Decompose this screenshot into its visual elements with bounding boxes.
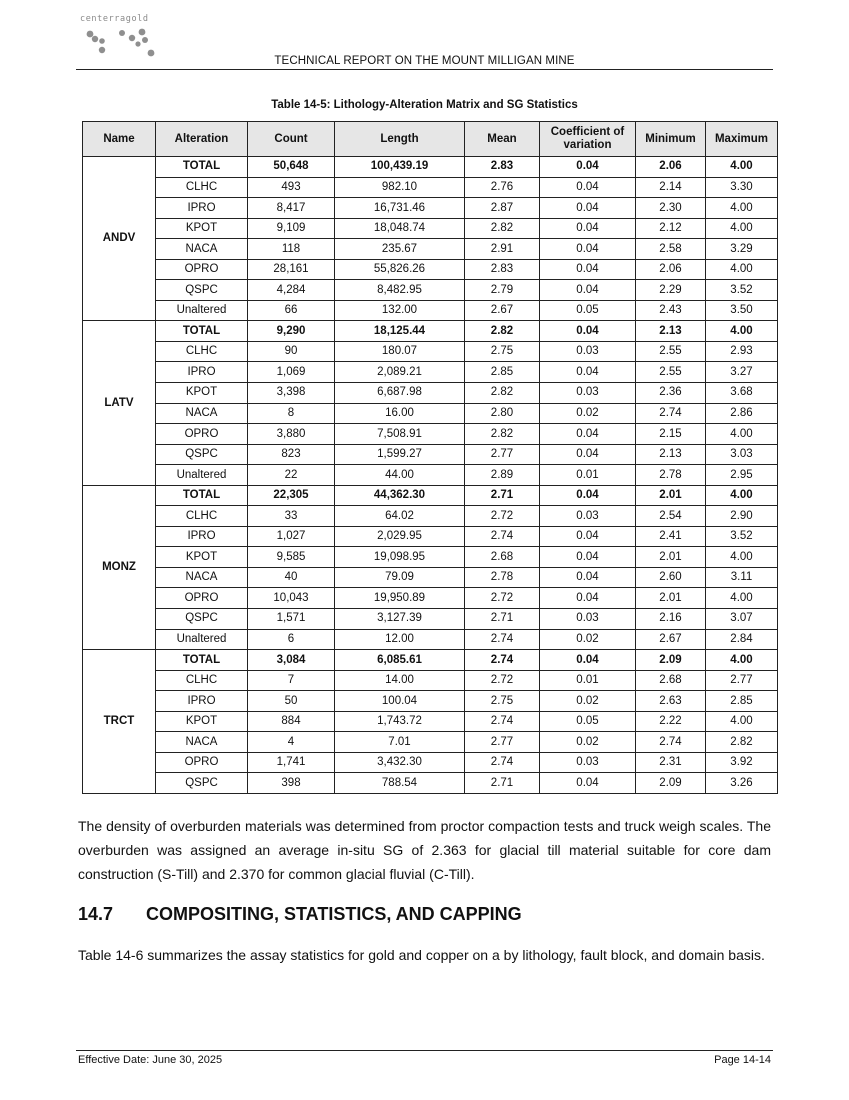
- table-cell: 4: [248, 732, 335, 753]
- table-cell: 44,362.30: [335, 485, 465, 506]
- table-cell: 0.04: [540, 650, 636, 671]
- table-row: [83, 362, 778, 383]
- table-cell: 3,398: [248, 383, 335, 404]
- table-cell: 2.82: [465, 321, 540, 342]
- table-cell: 7: [248, 670, 335, 691]
- table-row: [83, 198, 778, 219]
- column-header: Coefficient of variation: [540, 122, 636, 157]
- table-cell: 2,089.21: [335, 362, 465, 383]
- table-cell: 2.74: [465, 711, 540, 732]
- table-cell: 0.04: [540, 280, 636, 301]
- table-cell: 0.04: [540, 485, 636, 506]
- table-cell: 4.00: [706, 259, 778, 280]
- table-cell: 4.00: [706, 321, 778, 342]
- table-cell: 1,743.72: [335, 711, 465, 732]
- table-row: [83, 506, 778, 527]
- table-cell: 2.14: [636, 177, 706, 198]
- table-cell: 3,084: [248, 650, 335, 671]
- table-cell: 22,305: [248, 485, 335, 506]
- table-cell: 0.04: [540, 239, 636, 260]
- table-cell: 180.07: [335, 341, 465, 362]
- table-cell: 0.03: [540, 341, 636, 362]
- table-total-row: [83, 157, 778, 178]
- table-row: [83, 711, 778, 732]
- table-cell: 1,069: [248, 362, 335, 383]
- table-cell: IPRO: [156, 198, 248, 219]
- table-row: [83, 280, 778, 301]
- table-cell: 2.68: [465, 547, 540, 568]
- table-cell: 66: [248, 300, 335, 321]
- table-cell: 0.04: [540, 567, 636, 588]
- table-row: [83, 752, 778, 773]
- column-header: Name: [83, 122, 156, 157]
- table-cell: 1,599.27: [335, 444, 465, 465]
- table-cell: 19,950.89: [335, 588, 465, 609]
- table-cell: 3.27: [706, 362, 778, 383]
- table-cell: 0.03: [540, 506, 636, 527]
- table-cell: 3.11: [706, 567, 778, 588]
- table-cell: 0.04: [540, 259, 636, 280]
- table-cell: 2.30: [636, 198, 706, 219]
- table-cell: 50: [248, 691, 335, 712]
- table-cell: 55,826.26: [335, 259, 465, 280]
- table-cell: 9,109: [248, 218, 335, 239]
- table-cell: 2.90: [706, 506, 778, 527]
- table-cell: 16,731.46: [335, 198, 465, 219]
- table-cell: 132.00: [335, 300, 465, 321]
- table-cell: 0.02: [540, 403, 636, 424]
- table-cell: Unaltered: [156, 300, 248, 321]
- table-cell: QSPC: [156, 773, 248, 794]
- table-cell: KPOT: [156, 711, 248, 732]
- table-cell: 2.06: [636, 157, 706, 178]
- table-cell: 2.80: [465, 403, 540, 424]
- table-cell: 2.74: [465, 650, 540, 671]
- table-cell: TOTAL: [156, 650, 248, 671]
- table-row: [83, 177, 778, 198]
- table-cell: 100.04: [335, 691, 465, 712]
- table-cell: 2.74: [636, 403, 706, 424]
- report-title: TECHNICAL REPORT ON THE MOUNT MILLIGAN MINE: [274, 55, 575, 67]
- table-cell: CLHC: [156, 506, 248, 527]
- table-cell: 2.29: [636, 280, 706, 301]
- table-cell: 2.75: [465, 341, 540, 362]
- table-cell: 2.09: [636, 773, 706, 794]
- table-cell: 4.00: [706, 711, 778, 732]
- table-cell: TOTAL: [156, 321, 248, 342]
- table-cell: 2.78: [465, 567, 540, 588]
- table-cell: 2.60: [636, 567, 706, 588]
- table-cell: 884: [248, 711, 335, 732]
- table-cell: 1,741: [248, 752, 335, 773]
- table-row: [83, 732, 778, 753]
- table-cell: 788.54: [335, 773, 465, 794]
- column-header: Minimum: [636, 122, 706, 157]
- table-cell: 6,687.98: [335, 383, 465, 404]
- table-cell: 2.77: [465, 732, 540, 753]
- table-cell: 2.71: [465, 609, 540, 630]
- table-row: [83, 239, 778, 260]
- table-cell: NACA: [156, 732, 248, 753]
- table-cell: 18,048.74: [335, 218, 465, 239]
- table-cell: 2.01: [636, 485, 706, 506]
- table-cell: 0.03: [540, 752, 636, 773]
- table-cell: 2.78: [636, 465, 706, 486]
- table-body: [83, 157, 778, 794]
- overburden-density-paragraph: The density of overburden materials was determined from proctor compaction tests and truck weigh scales. The overburden was assigned an average in-situ SG of 2.363 for glacial till material suitable for core dam construction (S-Till) and 2.370 for common glacial fluvial (C-Till).: [78, 818, 771, 882]
- table-cell: 8,482.95: [335, 280, 465, 301]
- table-cell: 398: [248, 773, 335, 794]
- table-cell: 2.82: [706, 732, 778, 753]
- table-cell: OPRO: [156, 752, 248, 773]
- table-row: [83, 259, 778, 280]
- table-cell: 2.84: [706, 629, 778, 650]
- table-row: [83, 670, 778, 691]
- table-cell: 44.00: [335, 465, 465, 486]
- table-cell: 2.15: [636, 424, 706, 445]
- table-cell: 22: [248, 465, 335, 486]
- table-cell: 0.01: [540, 670, 636, 691]
- table-cell: 0.03: [540, 609, 636, 630]
- table-cell: CLHC: [156, 670, 248, 691]
- table-cell: QSPC: [156, 280, 248, 301]
- table-cell: 2.31: [636, 752, 706, 773]
- table-cell: 493: [248, 177, 335, 198]
- table-cell: 90: [248, 341, 335, 362]
- table-cell: 2.79: [465, 280, 540, 301]
- table-cell: 3.52: [706, 280, 778, 301]
- table-cell: 2.82: [465, 424, 540, 445]
- table-cell: 0.04: [540, 526, 636, 547]
- table-cell: 16.00: [335, 403, 465, 424]
- lithology-name-cell: MONZ: [83, 485, 156, 649]
- table-row: [83, 691, 778, 712]
- table-cell: 3,880: [248, 424, 335, 445]
- section-heading: [78, 904, 522, 925]
- table-cell: 0.04: [540, 218, 636, 239]
- table-cell: OPRO: [156, 259, 248, 280]
- table-cell: 4.00: [706, 157, 778, 178]
- table-cell: 0.02: [540, 629, 636, 650]
- table-cell: 2.58: [636, 239, 706, 260]
- table-caption: Table 14-5: Lithology-Alteration Matrix and SG Statistics: [271, 99, 578, 111]
- table-cell: 2.75: [465, 691, 540, 712]
- table-cell: 0.04: [540, 424, 636, 445]
- table-cell: 1,027: [248, 526, 335, 547]
- table-cell: 4.00: [706, 485, 778, 506]
- table-cell: 8,417: [248, 198, 335, 219]
- table-cell: 2.01: [636, 547, 706, 568]
- table-cell: KPOT: [156, 547, 248, 568]
- column-header: Maximum: [706, 122, 778, 157]
- table-cell: 0.05: [540, 711, 636, 732]
- table-cell: 3,432.30: [335, 752, 465, 773]
- table-cell: 2.67: [465, 300, 540, 321]
- table-total-row: [83, 650, 778, 671]
- table-cell: 2.72: [465, 670, 540, 691]
- table-cell: 2.16: [636, 609, 706, 630]
- table-cell: 2.74: [636, 732, 706, 753]
- table-cell: 4.00: [706, 547, 778, 568]
- table-cell: 0.04: [540, 198, 636, 219]
- table-cell: CLHC: [156, 177, 248, 198]
- table-row: [83, 424, 778, 445]
- table-cell: TOTAL: [156, 157, 248, 178]
- table-cell: 4,284: [248, 280, 335, 301]
- table-total-row: [83, 485, 778, 506]
- table-cell: 2.36: [636, 383, 706, 404]
- table-cell: 2.85: [465, 362, 540, 383]
- table-cell: 9,290: [248, 321, 335, 342]
- table-cell: 0.03: [540, 383, 636, 404]
- table-cell: 0.04: [540, 321, 636, 342]
- table-cell: 4.00: [706, 424, 778, 445]
- table-cell: 235.67: [335, 239, 465, 260]
- table-cell: 18,125.44: [335, 321, 465, 342]
- table-cell: 64.02: [335, 506, 465, 527]
- table-cell: 2.91: [465, 239, 540, 260]
- table-cell: 12.00: [335, 629, 465, 650]
- table-row: [83, 773, 778, 794]
- table-row: [83, 383, 778, 404]
- table-cell: 0.04: [540, 588, 636, 609]
- table-cell: 3.07: [706, 609, 778, 630]
- table-row: [83, 403, 778, 424]
- table-cell: 0.04: [540, 547, 636, 568]
- column-header: Alteration: [156, 122, 248, 157]
- table-cell: 0.04: [540, 157, 636, 178]
- table-cell: 2.09: [636, 650, 706, 671]
- table-cell: 2.43: [636, 300, 706, 321]
- table-cell: 823: [248, 444, 335, 465]
- table-row: [83, 629, 778, 650]
- table-cell: QSPC: [156, 444, 248, 465]
- table-cell: 4.00: [706, 650, 778, 671]
- table-cell: 3,127.39: [335, 609, 465, 630]
- table-cell: Unaltered: [156, 465, 248, 486]
- table-cell: 3.30: [706, 177, 778, 198]
- table-cell: IPRO: [156, 691, 248, 712]
- table-cell: 0.02: [540, 732, 636, 753]
- table-row: [83, 609, 778, 630]
- lithology-alteration-table: [82, 121, 778, 794]
- table-cell: IPRO: [156, 526, 248, 547]
- table-cell: 28,161: [248, 259, 335, 280]
- table-cell: 2.13: [636, 321, 706, 342]
- table-cell: 0.05: [540, 300, 636, 321]
- table-total-row: [83, 321, 778, 342]
- table-cell: 2.22: [636, 711, 706, 732]
- table-cell: IPRO: [156, 362, 248, 383]
- table-cell: OPRO: [156, 424, 248, 445]
- table-cell: TOTAL: [156, 485, 248, 506]
- section-number: 14.7: [78, 904, 114, 924]
- table-row: [83, 341, 778, 362]
- table-cell: 4.00: [706, 218, 778, 239]
- logo-wordmark: centerragold: [80, 14, 149, 24]
- effective-date: Effective Date: June 30, 2025: [78, 1054, 223, 1066]
- table-cell: 3.26: [706, 773, 778, 794]
- table-cell: 2.77: [465, 444, 540, 465]
- table-cell: 2.55: [636, 362, 706, 383]
- table-cell: 2.67: [636, 629, 706, 650]
- table-cell: 100,439.19: [335, 157, 465, 178]
- table-cell: 14.00: [335, 670, 465, 691]
- table-cell: 2.82: [465, 218, 540, 239]
- table-row: [83, 526, 778, 547]
- table-cell: 2.74: [465, 752, 540, 773]
- table-cell: 40: [248, 567, 335, 588]
- page-number: Page 14-14: [714, 1054, 771, 1066]
- table-row: [83, 547, 778, 568]
- table-cell: 2,029.95: [335, 526, 465, 547]
- table-cell: NACA: [156, 567, 248, 588]
- lithology-name-cell: ANDV: [83, 157, 156, 321]
- table-cell: 2.83: [465, 157, 540, 178]
- table-cell: 2.85: [706, 691, 778, 712]
- header-divider: [76, 69, 773, 70]
- table-cell: 2.71: [465, 485, 540, 506]
- table-cell: NACA: [156, 403, 248, 424]
- table-cell: 3.29: [706, 239, 778, 260]
- table-cell: 2.87: [465, 198, 540, 219]
- table-cell: 2.01: [636, 588, 706, 609]
- table-cell: 6,085.61: [335, 650, 465, 671]
- table-cell: 2.72: [465, 506, 540, 527]
- table-cell: Unaltered: [156, 629, 248, 650]
- table-cell: KPOT: [156, 218, 248, 239]
- table-cell: CLHC: [156, 341, 248, 362]
- table-cell: 2.74: [465, 629, 540, 650]
- table-cell: 982.10: [335, 177, 465, 198]
- table-cell: 2.77: [706, 670, 778, 691]
- table-cell: 2.63: [636, 691, 706, 712]
- table-cell: 0.01: [540, 465, 636, 486]
- table-cell: 2.54: [636, 506, 706, 527]
- lithology-name-cell: LATV: [83, 321, 156, 485]
- table-cell: 4.00: [706, 588, 778, 609]
- table-cell: 2.12: [636, 218, 706, 239]
- table-cell: OPRO: [156, 588, 248, 609]
- table-cell: 0.02: [540, 691, 636, 712]
- table-cell: QSPC: [156, 609, 248, 630]
- table-cell: KPOT: [156, 383, 248, 404]
- table-cell: 19,098.95: [335, 547, 465, 568]
- table-cell: 7.01: [335, 732, 465, 753]
- table-cell: 2.95: [706, 465, 778, 486]
- table-cell: 2.82: [465, 383, 540, 404]
- table-cell: 2.13: [636, 444, 706, 465]
- table-cell: 3.52: [706, 526, 778, 547]
- section-title: COMPOSITING, STATISTICS, AND CAPPING: [146, 904, 522, 924]
- table-row: [83, 567, 778, 588]
- table-cell: NACA: [156, 239, 248, 260]
- table-cell: 33: [248, 506, 335, 527]
- table-row: [83, 300, 778, 321]
- table-cell: 0.04: [540, 362, 636, 383]
- table-cell: 4.00: [706, 198, 778, 219]
- lithology-name-cell: TRCT: [83, 650, 156, 794]
- table-cell: 2.83: [465, 259, 540, 280]
- column-header: Mean: [465, 122, 540, 157]
- table-cell: 3.68: [706, 383, 778, 404]
- table-cell: 3.03: [706, 444, 778, 465]
- table-cell: 0.04: [540, 177, 636, 198]
- table-cell: 50,648: [248, 157, 335, 178]
- table-cell: 7,508.91: [335, 424, 465, 445]
- assay-statistics-paragraph: Table 14-6 summarizes the assay statistics for gold and copper on a by lithology, fault block, and domain basis.: [78, 947, 765, 963]
- table-cell: 6: [248, 629, 335, 650]
- table-cell: 2.86: [706, 403, 778, 424]
- table-cell: 2.55: [636, 341, 706, 362]
- table-cell: 8: [248, 403, 335, 424]
- table-cell: 3.92: [706, 752, 778, 773]
- table-cell: 2.89: [465, 465, 540, 486]
- table-cell: 1,571: [248, 609, 335, 630]
- table-header-row: [83, 122, 778, 157]
- column-header: Count: [248, 122, 335, 157]
- table-row: [83, 465, 778, 486]
- table-row: [83, 218, 778, 239]
- table-cell: 118: [248, 239, 335, 260]
- table-cell: 10,043: [248, 588, 335, 609]
- table-cell: 3.50: [706, 300, 778, 321]
- table-row: [83, 588, 778, 609]
- table-cell: 0.04: [540, 444, 636, 465]
- table-cell: 2.06: [636, 259, 706, 280]
- table-row: [83, 444, 778, 465]
- table-cell: 2.41: [636, 526, 706, 547]
- table-cell: 2.72: [465, 588, 540, 609]
- footer-divider: [76, 1050, 773, 1051]
- table-cell: 9,585: [248, 547, 335, 568]
- column-header: Length: [335, 122, 465, 157]
- table-cell: 2.68: [636, 670, 706, 691]
- table-cell: 2.71: [465, 773, 540, 794]
- table-cell: 2.93: [706, 341, 778, 362]
- table-cell: 2.76: [465, 177, 540, 198]
- table-cell: 79.09: [335, 567, 465, 588]
- table-cell: 0.04: [540, 773, 636, 794]
- table-cell: 2.74: [465, 526, 540, 547]
